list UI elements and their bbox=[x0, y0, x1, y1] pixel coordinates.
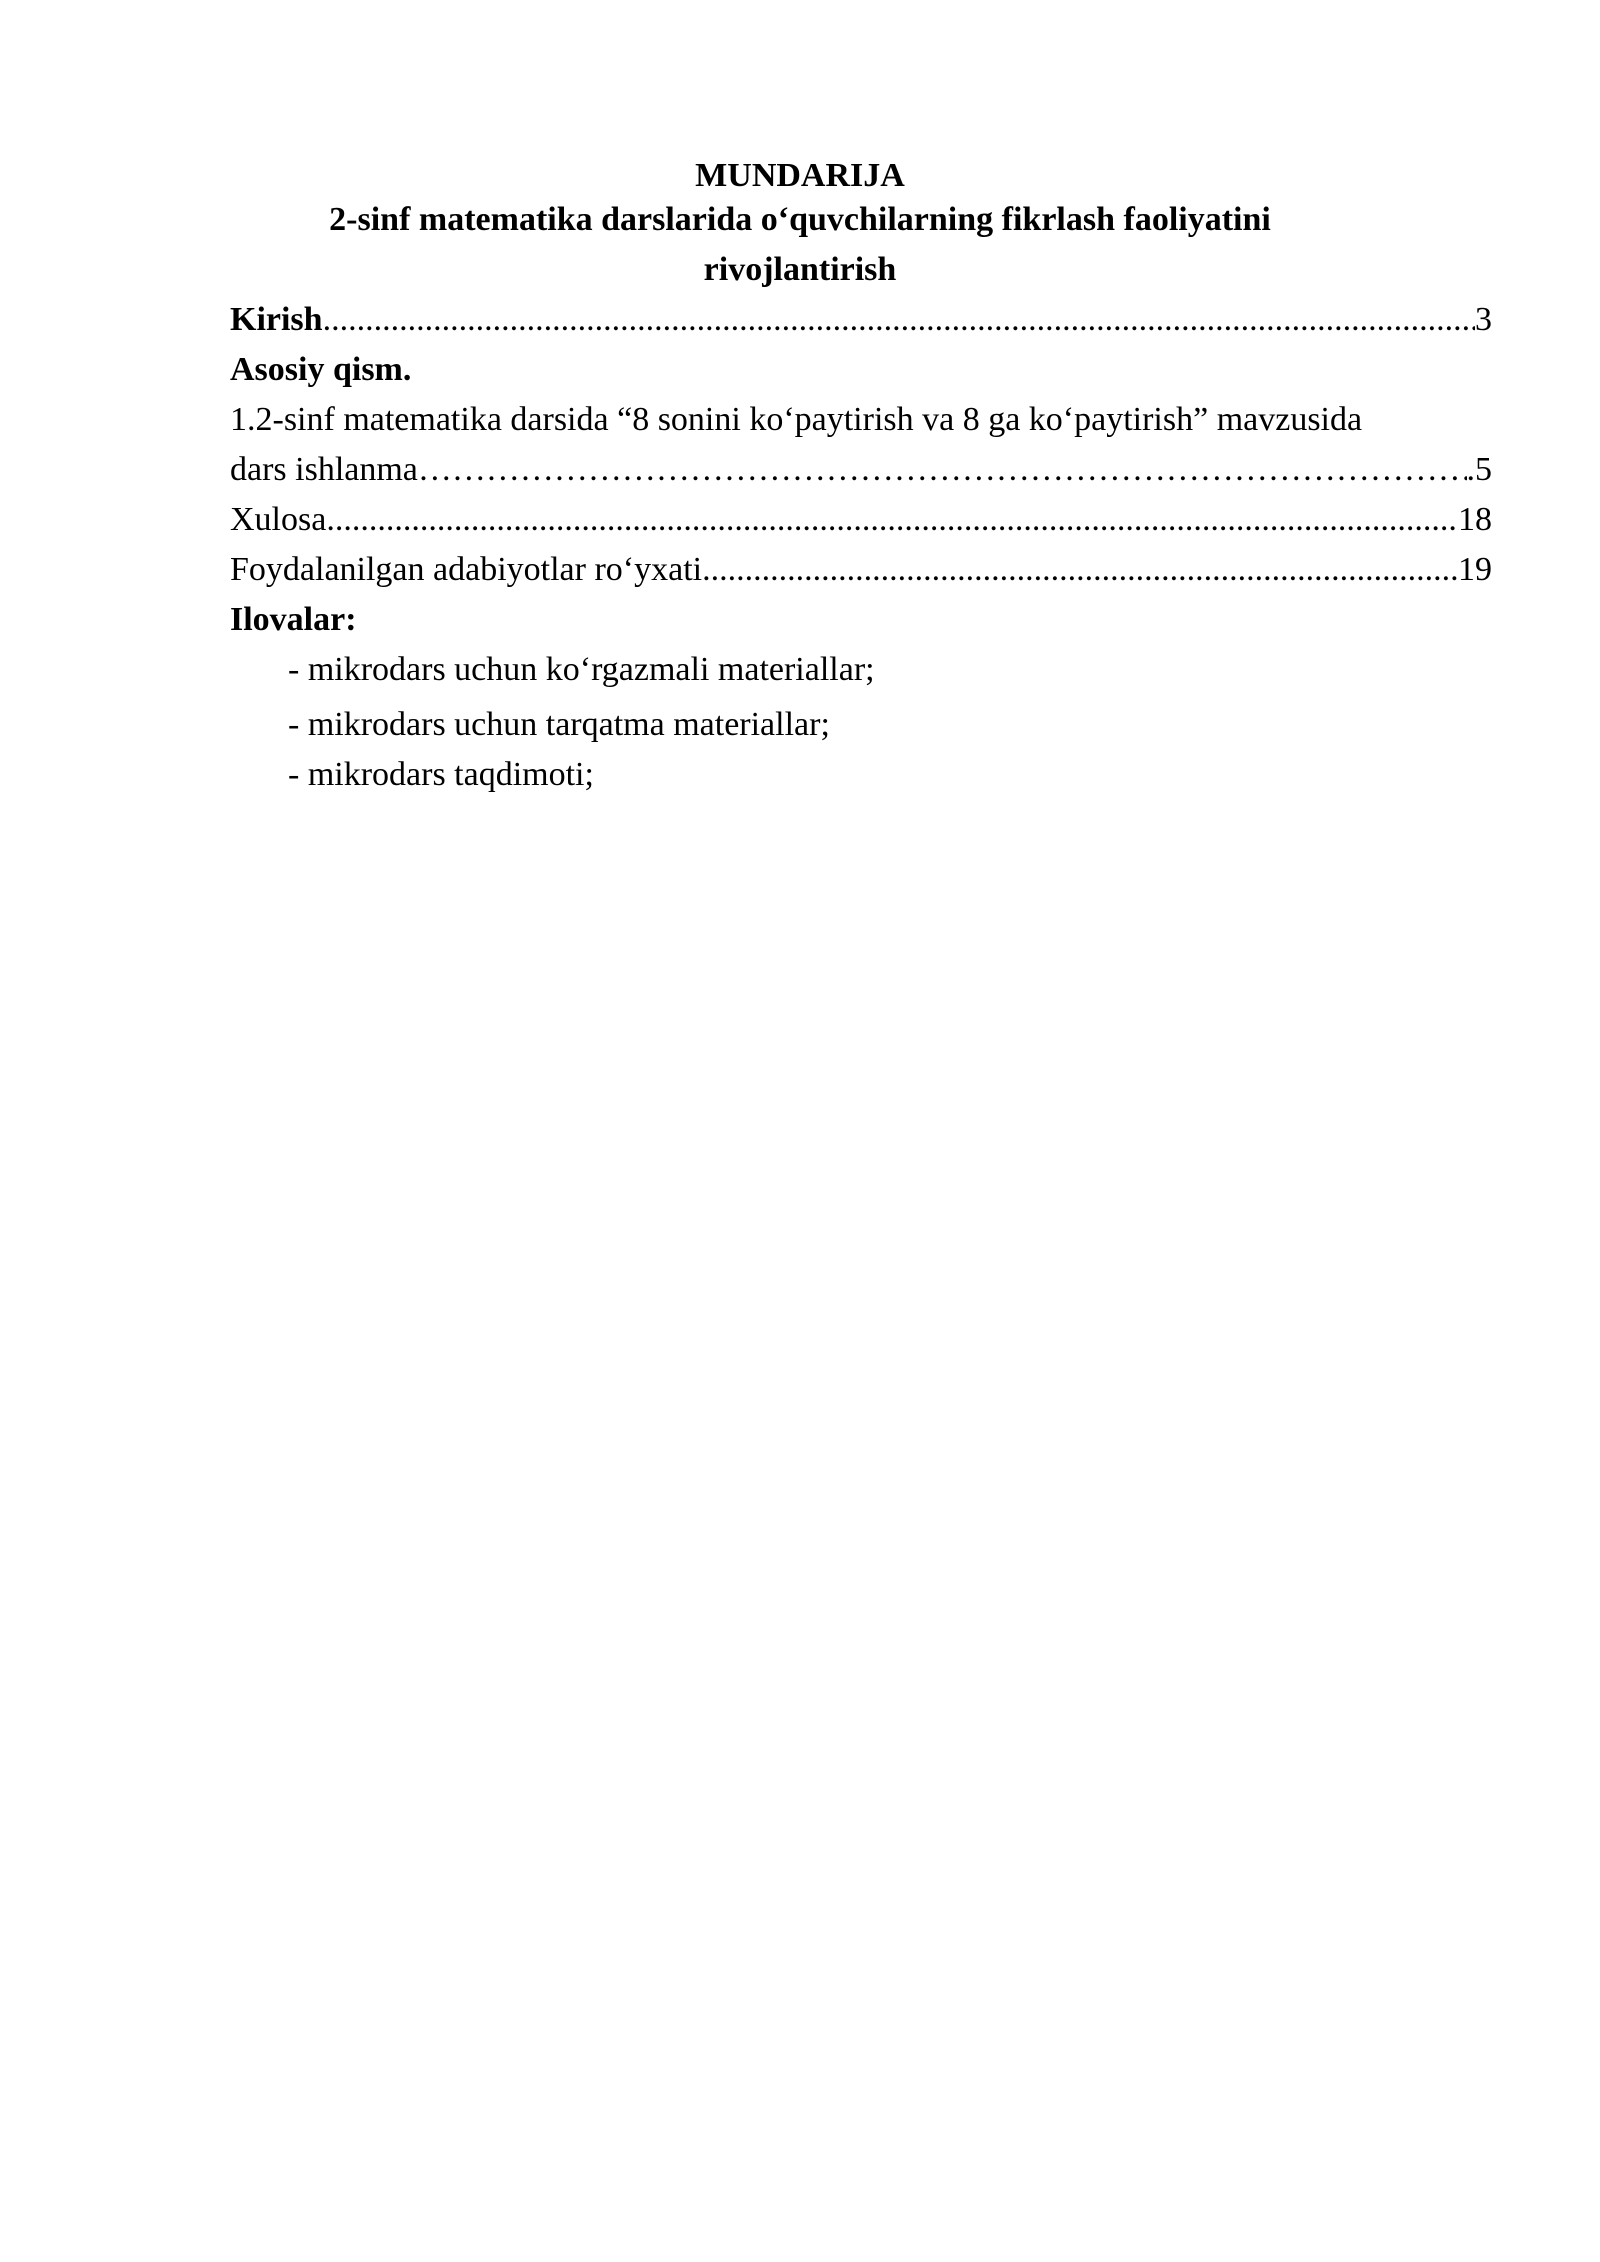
toc-page-number: .5 bbox=[1466, 451, 1492, 488]
toc-entry-item1-line1: 1.2-sinf matematika darsida “8 sonini ko‘paytirish va 8 ga ko‘paytirish” mavzusida bbox=[230, 401, 1363, 438]
toc-leader-dots bbox=[323, 300, 1475, 340]
toc-section-asosiy: Asosiy qism. bbox=[230, 351, 412, 388]
toc-entry-label: dars ishlanma bbox=[230, 451, 418, 488]
toc-entry-label: Foydalanilgan adabiyotlar ro‘yxati bbox=[230, 551, 703, 588]
toc-leader-dots bbox=[326, 500, 1458, 540]
toc-section-ilovalar: Ilovalar: bbox=[230, 601, 357, 638]
toc-entry-kirish bbox=[230, 300, 1492, 340]
toc-page-number: 18 bbox=[1458, 501, 1492, 538]
toc-leader-dots bbox=[702, 550, 1458, 590]
toc-page-number: 3 bbox=[1475, 301, 1492, 338]
toc-entry-foydalanilgan bbox=[230, 550, 1492, 590]
toc-entry-item1 bbox=[230, 450, 1492, 490]
toc-entry-label: Xulosa bbox=[230, 501, 327, 538]
appendix-item: - mikrodars uchun tarqatma materiallar; bbox=[288, 706, 830, 743]
document-subtitle-line-1: 2-sinf matematika darslarida o‘quvchilarning fikrlash faoliyatini bbox=[329, 201, 1271, 238]
toc-title: MUNDARIJA bbox=[695, 157, 905, 194]
toc-leader-dots bbox=[418, 450, 1467, 490]
appendix-item: - mikrodars uchun ko‘rgazmali materiallar; bbox=[288, 651, 875, 688]
document-subtitle-line-2: rivojlantirish bbox=[703, 251, 897, 288]
appendix-item: - mikrodars taqdimoti; bbox=[288, 756, 594, 793]
toc-page-number: 19 bbox=[1458, 551, 1492, 588]
toc-entry-xulosa bbox=[230, 500, 1492, 540]
toc-entry-label: Kirish bbox=[230, 301, 323, 338]
